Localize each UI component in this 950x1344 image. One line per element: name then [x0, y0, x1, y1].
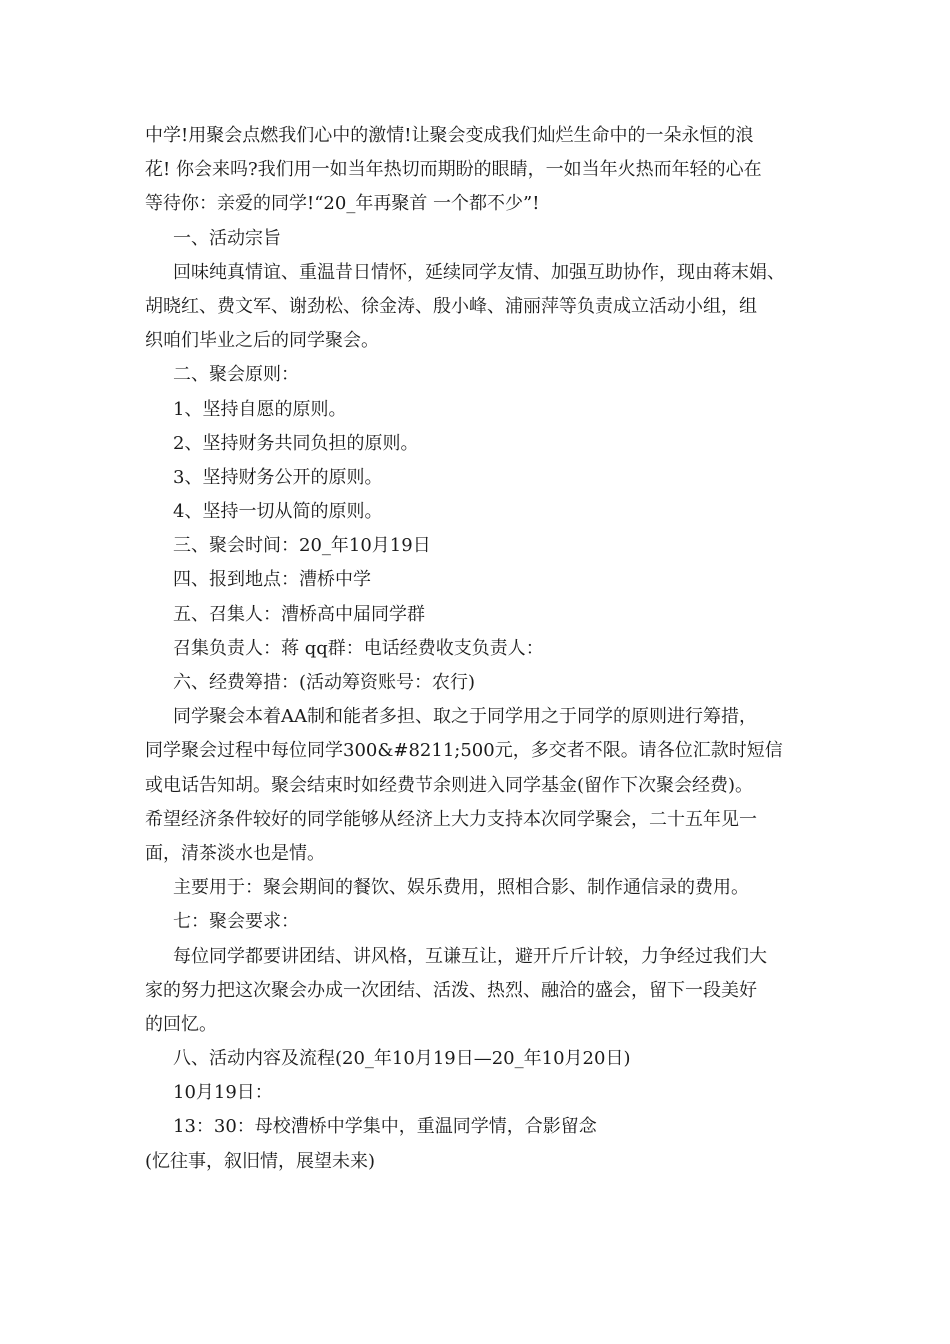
section-heading: 一、活动宗旨: [173, 227, 281, 249]
paragraph-line: 同学聚会本着AA制和能者多担、取之于同学用之于同学的原则进行筹措，: [173, 706, 757, 728]
paragraph-line: 或电话告知胡。聚会结束时如经费节余则进入同学基金(留作下次聚会经费)。: [145, 774, 754, 796]
section-heading: 三、聚会时间：20_年10月19日: [173, 535, 431, 557]
paragraph-line: 召集负责人：蒋 qq群：电话经费收支负责人：: [173, 637, 544, 659]
schedule-note: (忆往事，叙旧情，展望未来): [145, 1150, 376, 1172]
paragraph-line: 希望经济条件较好的同学能够从经济上大力支持本次同学聚会，二十五年见一: [145, 808, 757, 830]
document-body: [145, 119, 835, 1179]
section-heading: 六、经费筹措：(活动筹资账号：农行): [173, 672, 476, 693]
paragraph-line: 花! 你会来吗?我们用一如当年热切而期盼的眼睛，一如当年火热而年轻的心在: [145, 159, 762, 181]
section-heading: 七：聚会要求：: [173, 911, 299, 933]
paragraph-line: 回味纯真情谊、重温昔日情怀，延续同学友情、加强互助协作，现由蒋末娟、: [173, 261, 785, 283]
paragraph-line: 的回忆。: [145, 1013, 217, 1035]
paragraph-line: 每位同学都要讲团结、讲风格，互谦互让，避开斤斤计较，力争经过我们大: [173, 945, 767, 967]
paragraph-line: 家的努力把这次聚会办成一次团结、活泼、热烈、融洽的盛会，留下一段美好: [145, 979, 757, 1001]
paragraph-line: 等待你：亲爱的同学!“20_年再聚首 一个都不少”!: [145, 193, 540, 215]
list-item: 1、坚持自愿的原则。: [173, 398, 347, 420]
paragraph-line: 织咱们毕业之后的同学聚会。: [145, 330, 379, 352]
paragraph-line: 面，清茶淡水也是情。: [145, 842, 325, 864]
paragraph-line: 主要用于：聚会期间的餐饮、娱乐费用，照相合影、制作通信录的费用。: [173, 877, 749, 899]
section-heading: 五、召集人：漕桥高中届同学群: [173, 603, 425, 625]
list-item: 3、坚持财务公开的原则。: [173, 466, 383, 488]
list-item: 2、坚持财务共同负担的原则。: [173, 432, 419, 454]
list-item: 4、坚持一切从简的原则。: [173, 501, 383, 523]
schedule-date: 10月19日：: [173, 1082, 273, 1104]
section-heading: 八、活动内容及流程(20_年10月19日—20_年10月20日): [173, 1048, 631, 1070]
paragraph-line: 中学!用聚会点燃我们心中的激情!让聚会变成我们灿烂生命中的一朵永恒的浪: [145, 125, 754, 146]
section-heading: 四、报到地点：漕桥中学: [173, 569, 371, 591]
schedule-item: 13：30：母校漕桥中学集中，重温同学情，合影留念: [173, 1116, 597, 1138]
paragraph-line: 同学聚会过程中每位同学300&#8211;500元，多交者不限。请各位汇款时短信: [145, 740, 783, 762]
paragraph-line: 胡晓红、费文军、谢劲松、徐金涛、殷小峰、浦丽萍等负责成立活动小组，组: [145, 295, 757, 317]
section-heading: 二、聚会原则：: [173, 364, 299, 386]
